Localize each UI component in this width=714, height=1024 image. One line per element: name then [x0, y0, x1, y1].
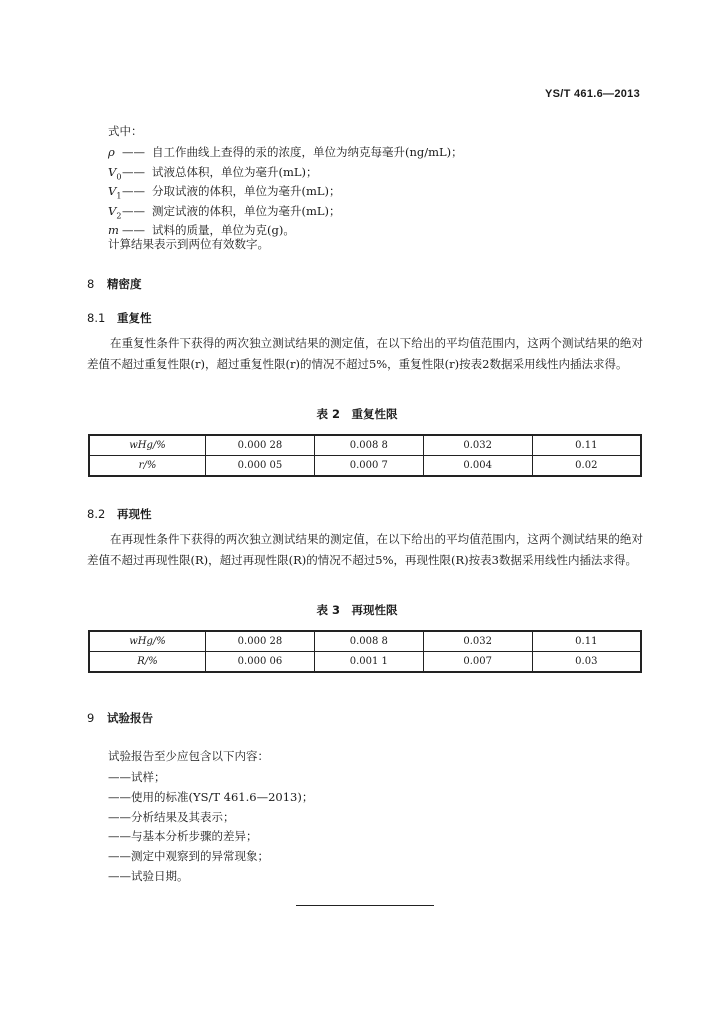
table-row [89, 631, 641, 652]
table-cell: 0.000 28 [206, 435, 315, 456]
table-row [89, 456, 641, 477]
definition-text: 试液总体积，单位为毫升(mL)； [152, 164, 318, 179]
definition-row [108, 202, 463, 222]
table-cell: 0.03 [532, 652, 641, 673]
section-title: 重复性 [117, 311, 152, 325]
repeatability-paragraph: 在重复性条件下获得的两次独立测试结果的测定值，在以下给出的平均值范围内，这两个测试结果的绝对差值不超过重复性限(r)，超过重复性限(r)的情况不超过5%，重复性限(r)按表2数据采用线性内插法求得。 [87, 336, 643, 371]
definition-symbol: $V_0$ [108, 164, 122, 181]
section-8-heading [87, 276, 142, 292]
section-title: 精密度 [107, 277, 142, 291]
list-item: ——分析结果及其表示； [108, 809, 235, 824]
definition-text: 试料的质量，单位为克(g)。 [152, 223, 295, 237]
list-item: ——与基本分析步骤的差异； [108, 829, 258, 844]
section-number: 8 [87, 277, 95, 291]
table-row-label: wHg/% [89, 631, 206, 652]
table-cell: 0.000 7 [314, 456, 423, 477]
table-2-caption: 表 2 重复性限 [316, 407, 398, 421]
section-title: 试验报告 [107, 711, 153, 725]
table-row-label: r/% [89, 456, 206, 477]
table-row-label: R/% [89, 652, 206, 673]
definition-dash: —— [122, 184, 145, 198]
section-number: 8.1 [87, 311, 106, 325]
section-title: 再现性 [117, 507, 152, 521]
definition-text: 测定试液的体积，单位为毫升(mL)； [152, 203, 341, 218]
table-cell: 0.008 8 [314, 631, 423, 652]
table-cell: 0.032 [423, 435, 532, 456]
end-of-document-rule [296, 905, 434, 906]
list-item: ——使用的标准(YS/T 461.6—2013)； [108, 789, 314, 804]
standard-code: YS/T 461.6—2013 [544, 88, 640, 100]
definition-dash: —— [122, 203, 145, 218]
reproducibility-paragraph: 在再现性条件下获得的两次独立测试结果的测定值，在以下给出的平均值范围内，这两个测试结果的绝对差值不超过再现性限(R)，超过再现性限(R)的情况不超过5%，再现性限(R)按表3数据采用线性内插法求得。 [87, 532, 643, 567]
table-cell: 0.007 [423, 652, 532, 673]
definition-row [108, 143, 463, 163]
table-3-caption: 表 3 再现性限 [316, 603, 398, 617]
section-number: 9 [87, 711, 95, 725]
table-cell: 0.008 8 [314, 435, 423, 456]
definition-symbol: m [108, 223, 119, 237]
definition-symbol: $V_2$ [108, 203, 122, 220]
definition-dash: —— [122, 164, 145, 179]
symbol-definitions [108, 143, 463, 241]
definition-row [108, 163, 463, 183]
table-cell: 0.000 06 [206, 652, 315, 673]
report-intro: 试验报告至少应包含以下内容： [108, 749, 269, 763]
table-cell: 0.000 05 [206, 456, 315, 477]
section-number: 8.2 [87, 507, 106, 521]
definition-text: 分取试液的体积，单位为毫升(mL)； [152, 184, 341, 198]
table-row [89, 435, 641, 456]
repeatability-table [88, 434, 642, 477]
table-row-label: wHg/% [89, 435, 206, 456]
section-8-1-heading [87, 310, 152, 326]
list-item: ——试验日期。 [108, 868, 189, 883]
definition-symbol: $V_1$ [108, 184, 122, 201]
section-8-2-heading [87, 506, 152, 522]
definition-symbol: ρ [108, 145, 115, 159]
table-cell: 0.004 [423, 456, 532, 477]
table-cell: 0.11 [532, 435, 641, 456]
table-row [89, 652, 641, 673]
table-cell: 0.032 [423, 631, 532, 652]
definition-row [108, 182, 463, 202]
list-item: ——试样； [108, 770, 166, 784]
definition-dash: —— [122, 223, 145, 237]
definition-text: 自工作曲线上查得的汞的浓度，单位为纳克每毫升(ng/mL)； [152, 145, 463, 159]
calculation-note: 计算结果表示到两位有效数字。 [108, 237, 269, 251]
table-cell: 0.02 [532, 456, 641, 477]
table-cell: 0.11 [532, 631, 641, 652]
report-items-list [108, 768, 313, 887]
reproducibility-table [88, 630, 642, 673]
definition-dash: —— [122, 145, 145, 159]
where-label: 式中： [108, 124, 143, 138]
section-9-heading [87, 710, 153, 726]
table-cell: 0.000 28 [206, 631, 315, 652]
list-item: ——测定中观察到的异常现象； [108, 849, 269, 864]
table-cell: 0.001 1 [314, 652, 423, 673]
